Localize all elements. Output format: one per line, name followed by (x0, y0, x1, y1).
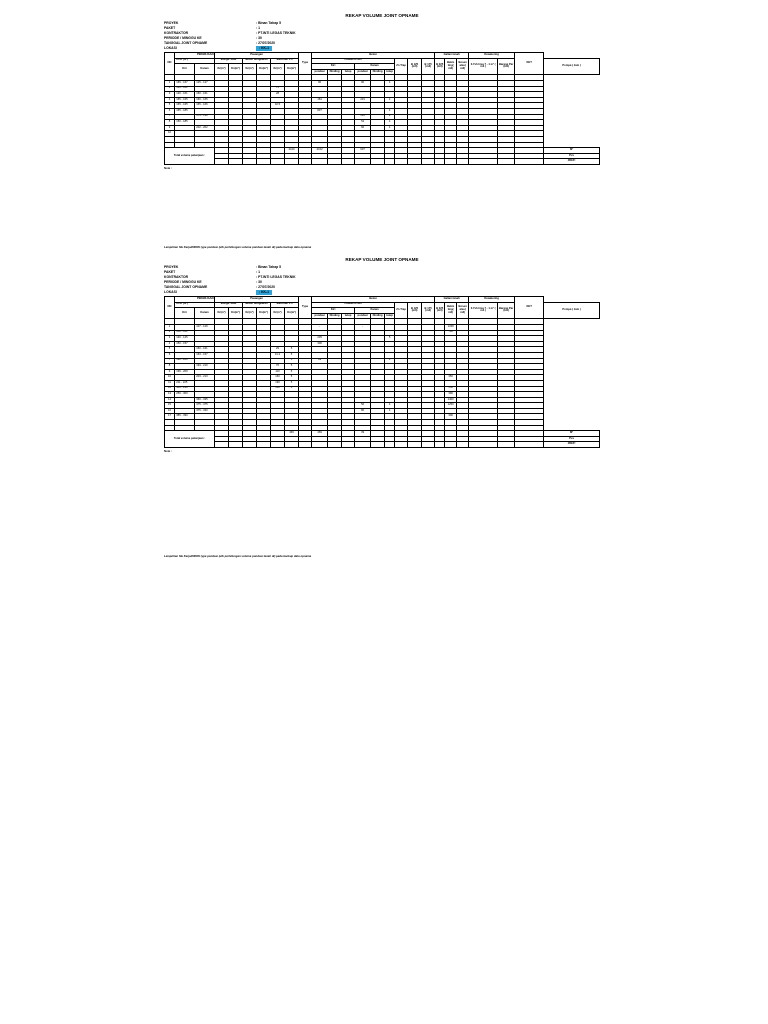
header-cell: PEKERJAAN (175, 53, 215, 59)
header-cell: Dinding (328, 69, 342, 75)
total-cell (285, 442, 299, 448)
header-label: KONTRAKTOR (164, 31, 189, 35)
table-cell: 4 (385, 120, 395, 126)
header-cell: Dewatering (469, 297, 515, 303)
total-cell (229, 442, 243, 448)
table-cell: 5 (165, 103, 175, 109)
header-cell: Dinding (371, 69, 385, 75)
header-cell: Kr(m³) (215, 64, 229, 75)
total-cell (435, 442, 445, 448)
table-cell: 9 (165, 369, 175, 375)
table-cell: 29 (271, 347, 285, 353)
table-cell: 5 (285, 364, 299, 370)
table-cell: 5 (285, 347, 299, 353)
total-cell (342, 159, 355, 165)
table-cell: 186 - 230 (175, 386, 195, 392)
header-cell: Batu kali 1:4 (271, 58, 299, 64)
table-cell: 4 (385, 125, 395, 131)
table-cell: 300 (312, 341, 328, 347)
table-cell: 5 (285, 352, 299, 358)
table-body (165, 297, 600, 448)
header-cell: Zn Trap (395, 302, 408, 319)
header-cell: Kanan (195, 308, 215, 319)
total-cell: M³ (544, 431, 600, 437)
table-cell: - (355, 324, 371, 330)
table-cell: 1400 (445, 397, 457, 403)
total-cell (312, 159, 328, 165)
table-cell: 510 (355, 114, 371, 120)
table-cell: 5 (285, 380, 299, 386)
header-cell: Dewatering (469, 53, 515, 59)
table-cell: 163 - 157 (195, 352, 215, 358)
table-cell: 350 (445, 375, 457, 381)
header-value: : 1 (256, 26, 260, 30)
header-cell: B 225 (m3) (435, 302, 445, 319)
table-cell: 5 (285, 386, 299, 392)
table-cell: 130 - 161 (175, 86, 195, 92)
header-cell: KET (515, 53, 544, 75)
table-cell: 90 (355, 80, 371, 86)
header-cell: pondasi (312, 313, 328, 319)
header-value: : 1 (256, 270, 260, 274)
total-cell (469, 159, 498, 165)
total-cell: 2410 (285, 148, 299, 154)
table-cell: 6 (165, 108, 175, 114)
table-cell: 12 (165, 386, 175, 392)
header-cell: Pasangan (215, 53, 299, 59)
table-cell: 60 (355, 125, 371, 131)
total-cell (515, 159, 544, 165)
header-cell: pondasi (355, 313, 371, 319)
table-cell: 193 - 210 (195, 364, 215, 370)
table-body (165, 53, 600, 165)
opname-table (164, 52, 600, 165)
total-cell: 39 (355, 431, 371, 437)
header-cell: Pasangan (215, 297, 299, 303)
table-cell: 375 - 375 (195, 403, 215, 409)
header-value: : 27/07/2020 (256, 285, 276, 289)
table-cell: 165 - 185 (175, 108, 195, 114)
table-cell: 7 (165, 114, 175, 120)
header-cell: TITIK (m¹) (175, 302, 215, 308)
total-cell: 469 (312, 431, 328, 437)
total-cell (257, 159, 271, 165)
header-cell: Bongk. batu (215, 302, 243, 308)
total-row (165, 442, 600, 448)
table-cell: 4 (385, 114, 395, 120)
header-label: LOKASI (164, 46, 177, 50)
total-cell (408, 159, 422, 165)
total-cell (445, 442, 457, 448)
header-label: PAKET (164, 26, 176, 30)
table-cell: 5 (165, 347, 175, 353)
table-cell: 2 (165, 86, 175, 92)
table-cell: 14 (165, 397, 175, 403)
header-value: : Binan Tahap 5 (256, 265, 281, 269)
table-cell: 90 (312, 80, 328, 86)
table-cell: 165 - 165 (175, 97, 195, 103)
sheet-title: REKAP VOLUME JOINT OPNAME (345, 13, 419, 18)
table-cell: 5 (285, 375, 299, 381)
total-cell (355, 159, 371, 165)
total-cell (271, 442, 285, 448)
header-cell: Kanan (355, 64, 395, 70)
header-cell: Kr(m³) (271, 64, 285, 75)
note-label: Note : (164, 165, 172, 170)
header-cell: Kr(m³) (215, 308, 229, 319)
header-label: TANGGAL JOINT OPNAME (164, 41, 208, 45)
sheet-2 (164, 257, 600, 454)
table-cell: 160 - 165 (195, 97, 215, 103)
lokasi-value: : KK-1 (256, 46, 272, 51)
header-cell: Barang Par (kls) (498, 58, 515, 75)
header-value: : 30 (256, 36, 262, 40)
total-cell (229, 159, 243, 165)
total-cell (355, 442, 371, 448)
header-cell: Beton (312, 297, 435, 303)
header-cell: Batu kali 1:4 (271, 302, 299, 308)
header-cell: tutup (342, 69, 355, 75)
total-cell (328, 442, 342, 448)
table-cell: 1250 (445, 403, 457, 409)
header-cell: Bekis ting( m2) (445, 58, 457, 75)
table-cell: 375 - 330 (195, 408, 215, 414)
sheet-title: REKAP VOLUME JOINT OPNAME (345, 257, 419, 262)
total-cell (422, 442, 435, 448)
table-cell: 165 - 167 (175, 80, 195, 86)
table-cell: 130 - 161 (175, 92, 195, 98)
table-cell: 203 - 213 (195, 375, 215, 381)
table-cell: 4 (165, 97, 175, 103)
header-cell: B 175 (m3) (422, 302, 435, 319)
table-cell: 3 (165, 336, 175, 342)
table-cell: 3 (165, 92, 175, 98)
header-cell: Kiri (312, 64, 355, 70)
total-cell: 2102 (312, 148, 328, 154)
header-cell: KET (515, 297, 544, 319)
lokasi-value: : KK-1 (256, 290, 272, 295)
table-cell: 1 (165, 80, 175, 86)
header-label: PERIODE / MINGGU KE (164, 280, 202, 284)
header-cell: NO (165, 297, 175, 319)
total-cell (435, 159, 445, 165)
header-cell: Zn Trap (395, 58, 408, 75)
table-cell: 360 - 335 (195, 397, 215, 403)
table-cell: 8 (165, 120, 175, 126)
table-cell: 837 (312, 108, 328, 114)
header-value: : 27/07/2020 (256, 41, 276, 45)
table-cell: 390 (445, 392, 457, 398)
table-cell: 8 (165, 364, 175, 370)
header-cell: B 175 (m3) (422, 58, 435, 75)
table-cell: 550 (445, 386, 457, 392)
opname-table (164, 296, 600, 448)
table-cell: 4 (385, 97, 395, 103)
total-cell (342, 442, 355, 448)
table-cell: 211 - 225 (175, 380, 195, 386)
total-cell (457, 442, 469, 448)
table-cell: 250 - 300 (175, 392, 195, 398)
header-cell: Barang Par (kls) (498, 302, 515, 319)
table-cell: 130 (271, 386, 285, 392)
header-label: LOKASI (164, 290, 177, 294)
total-cell: #REF! (544, 442, 600, 448)
table-cell: 150 - 161 (175, 330, 195, 336)
header-value: : PT.INTI LEGAS TEKNIK (256, 31, 296, 35)
table-cell: 196 - 209 (175, 369, 195, 375)
note-label: Note : (164, 449, 172, 454)
header-cell: tutup (385, 69, 395, 75)
table-cell: 31.2 (271, 352, 285, 358)
table-cell: 202 - 202 (195, 125, 215, 131)
table-cell: 107 - 129 (195, 324, 215, 330)
total-cell: 469 (285, 431, 299, 437)
header-cell: Galian tanah (435, 53, 469, 59)
header-cell: Dinding (328, 313, 342, 319)
total-cell (408, 442, 422, 448)
total-cell (243, 159, 257, 165)
total-cell (395, 159, 408, 165)
total-row (165, 159, 600, 165)
table-cell: 385 - 390 (175, 414, 195, 420)
table-cell: 28 (271, 92, 285, 98)
header-cell: Beton bongkaran (243, 58, 271, 64)
header-cell: LINING K-300 (312, 302, 395, 308)
table-cell: 198 - 200 (175, 358, 195, 364)
header-cell: Kr(m³) (243, 308, 257, 319)
table-cell: 4 (385, 403, 395, 409)
table-cell: 181 (312, 97, 328, 103)
table-cell: 231 (355, 97, 371, 103)
header-cell: Kiri (312, 308, 355, 314)
total-cell (328, 159, 342, 165)
total-cell (299, 442, 312, 448)
sheet-1 (164, 13, 600, 171)
table-cell: 16 (165, 408, 175, 414)
table-cell: 11 (165, 380, 175, 386)
header-cell: TITIK (m¹) (175, 58, 215, 64)
table-cell: 1 (165, 324, 175, 330)
table-cell: 4 (385, 408, 395, 414)
table-cell: 160 (271, 375, 285, 381)
table-cell: 130 - 145 (175, 336, 195, 342)
header-cell: Pompa ( Jam ) (544, 302, 600, 319)
total-cell: 607 (355, 148, 371, 154)
header-label: PROYEK (164, 21, 179, 25)
header-cell: 0.7xh hisa 7 - 1 m³ ( m3 ) (469, 302, 498, 319)
table-cell: 52 (355, 120, 371, 126)
total-cell: Pcs (544, 153, 600, 159)
total-cell (422, 159, 435, 165)
header-cell: Bongk. batu (215, 58, 243, 64)
project-header (164, 21, 600, 51)
header-cell: Type (299, 53, 312, 75)
table-cell: 160 - 161 (195, 92, 215, 98)
header-cell: Kanan (195, 64, 215, 75)
header-cell: Type (299, 297, 312, 319)
total-cell (385, 442, 395, 448)
total-cell (515, 442, 544, 448)
header-cell: Beton bongkaran (243, 302, 271, 308)
total-cell: #REF! (544, 159, 600, 165)
header-cell: Kn(m³) (229, 64, 243, 75)
total-cell (257, 442, 271, 448)
header-cell: tutup (342, 313, 355, 319)
table-cell: 5 (285, 369, 299, 375)
table-cell: 150 - 157 (175, 341, 195, 347)
total-cell (445, 159, 457, 165)
table-cell: - (312, 324, 328, 330)
total-cell (271, 159, 285, 165)
table-cell: 150 - 185 (175, 120, 195, 126)
table-cell: 89 (312, 358, 328, 364)
total-cell (312, 442, 328, 448)
table-cell: 10 (165, 375, 175, 381)
table-cell: 76 (271, 364, 285, 370)
header-cell: LINING K-300 (312, 58, 395, 64)
table-cell: 165 - 166 (195, 103, 215, 109)
table-cell: 4 (165, 341, 175, 347)
footnote: Lampirkan file Kerja/DSWS type pondasi (utk perhitungan volume pondasi tanah di) pada backup data opname (164, 554, 312, 558)
header-label: TANGGAL JOINT OPNAME (164, 285, 208, 289)
header-cell: PEKERJAAN (175, 297, 215, 303)
total-cell (498, 442, 515, 448)
table-cell: 173 - 198 (195, 114, 215, 120)
header-cell: pondasi (355, 69, 371, 75)
table-cell: 160 - 161 (195, 347, 215, 353)
header-value: : 30 (256, 280, 262, 284)
total-cell (299, 159, 312, 165)
header-cell: Kr(m³) (271, 308, 285, 319)
table-cell: 4 (385, 358, 395, 364)
table-cell: 10 (165, 131, 175, 137)
header-cell: pondasi (312, 69, 328, 75)
table-cell: 190 (271, 380, 285, 386)
header-cell: Kiri (175, 308, 195, 319)
table-cell: 9 (165, 125, 175, 131)
footnote: Lampirkan file Kerja/DSWS type pondasi (utk perhitungan volume pondasi tanah di) pada backup data opname (164, 245, 312, 249)
header-value: : PT.INTI LEGAS TEKNIK (256, 275, 296, 279)
header-cell: Kr(m³) (243, 64, 257, 75)
header-cell: NO (165, 53, 175, 75)
header-cell: Bosen atas( m3) (457, 302, 469, 319)
total-cell (285, 159, 299, 165)
table-cell: 235 (312, 336, 328, 342)
table-cell: 7 (165, 358, 175, 364)
total-cell (371, 442, 385, 448)
table-cell: 300 (445, 414, 457, 420)
header-label: PAKET (164, 270, 176, 274)
total-cell (215, 442, 229, 448)
total-cell (371, 159, 385, 165)
header-value: : Binan Tahap 5 (256, 21, 281, 25)
header-cell: Kiri (175, 64, 195, 75)
header-cell: Kn(m³) (257, 308, 271, 319)
header-label: PROYEK (164, 265, 179, 269)
table-cell: 165 - 165 (175, 103, 195, 109)
header-cell: Beton (312, 53, 435, 59)
total-label: Total volume pekerjaan : (165, 431, 215, 448)
table-cell: 17 (165, 414, 175, 420)
header-cell: B 225 (m3) (435, 58, 445, 75)
table-cell: 80 (355, 408, 371, 414)
total-cell (385, 159, 395, 165)
header-cell: tutup (385, 313, 395, 319)
table-cell: 125 - 127 (195, 80, 215, 86)
project-header (164, 265, 600, 295)
header-cell: Kn(m³) (229, 308, 243, 319)
table-cell: 700 (445, 330, 457, 336)
header-cell: Bosen atas( m3) (457, 58, 469, 75)
header-cell: Pompa ( Jam ) (544, 58, 600, 75)
table-cell: 4 (385, 108, 395, 114)
total-cell (469, 442, 498, 448)
table-cell: 4 (385, 80, 395, 86)
total-cell (457, 159, 469, 165)
header-label: KONTRAKTOR (164, 275, 189, 279)
total-cell (215, 159, 229, 165)
table-cell: 110 (271, 369, 285, 375)
table-cell: 13 (165, 392, 175, 398)
total-cell: M³ (544, 148, 600, 154)
header-cell: Kn(m³) (257, 64, 271, 75)
header-cell: B 125 (m3) (408, 302, 422, 319)
header-cell: Bekis ting( m2) (445, 302, 457, 319)
table-cell: 6 (165, 352, 175, 358)
total-cell (395, 442, 408, 448)
header-cell: Kn(m³) (285, 308, 299, 319)
header-cell: Dinding (371, 313, 385, 319)
total-cell (243, 442, 257, 448)
header-cell: Kn(m³) (285, 64, 299, 75)
total-label: Total volume pekerjaan : (165, 148, 215, 165)
table-cell: 75 (271, 86, 285, 92)
total-cell (498, 159, 515, 165)
table-cell: 5 (385, 336, 395, 342)
total-cell: Pcs (544, 436, 600, 442)
table-cell: 5 (285, 358, 299, 364)
header-label: PERIODE / MINGGU KE (164, 36, 202, 40)
header-cell: 0.7xh hisa 7 - 1 m³ ( m3 ) (469, 58, 498, 75)
table-cell: 1338 (445, 324, 457, 330)
header-cell: Galian tanah (435, 297, 469, 303)
header-cell: Kanan (355, 308, 395, 314)
table-cell: 32.5 (271, 103, 285, 109)
table-cell: 2 (165, 330, 175, 336)
header-cell: B 125 (m3) (408, 58, 422, 75)
table-cell: 15 (165, 403, 175, 409)
table-cell: 50 (355, 403, 371, 409)
